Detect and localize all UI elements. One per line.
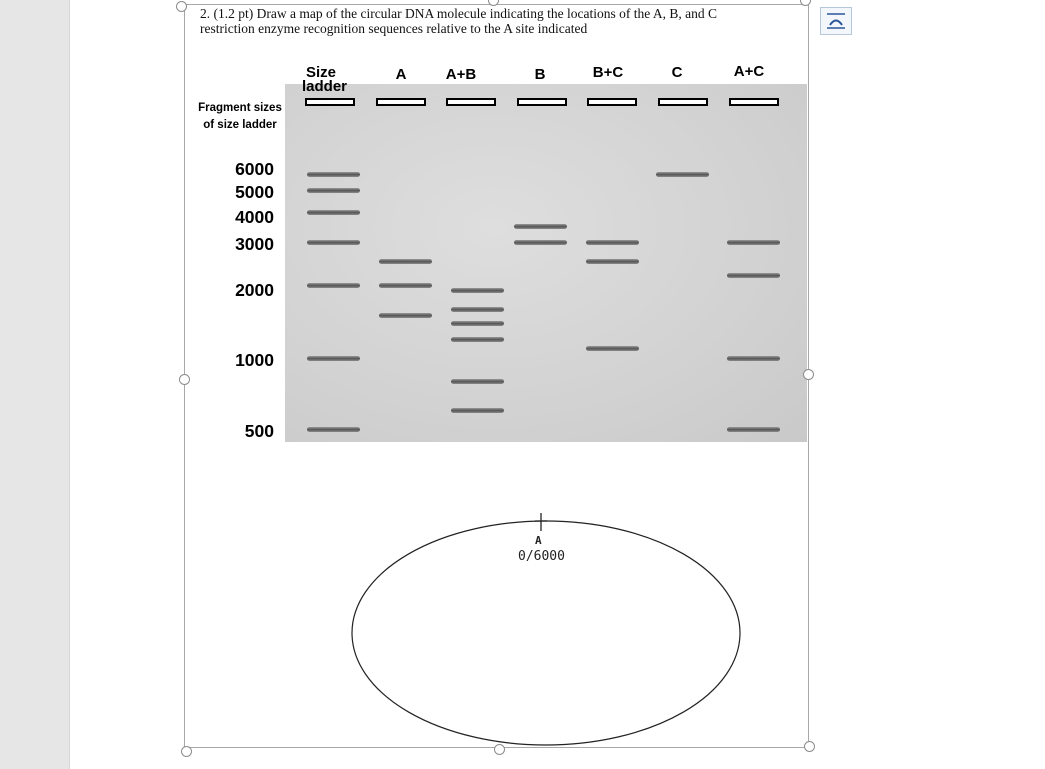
lane-label-c: C — [671, 64, 683, 81]
resize-handle-bottom-left[interactable] — [181, 746, 192, 757]
ladder-size-2000: 2000 — [235, 280, 274, 300]
fragment-caption-line-2: of size ladder — [203, 119, 277, 131]
lane-label-b: B — [534, 66, 546, 83]
lane-label-size: Size — [305, 64, 336, 81]
ladder-size-1000: 1000 — [235, 350, 274, 370]
resize-handle-top-left[interactable] — [176, 1, 187, 12]
lane-label-b-c: B+C — [592, 64, 624, 81]
ladder-size-5000: 5000 — [235, 182, 274, 202]
layout-options-icon — [821, 8, 851, 34]
resize-handle-left[interactable] — [179, 374, 190, 385]
ladder-size-6000: 6000 — [235, 159, 274, 179]
lane-label-ladder: ladder — [302, 78, 348, 95]
resize-handle-bottom-center[interactable] — [494, 744, 505, 755]
lane-label-a-b: A+B — [445, 66, 477, 83]
fragment-caption-line-1: Fragment sizes — [198, 102, 282, 114]
ladder-size-4000: 4000 — [235, 207, 274, 227]
lane-label-a: A — [395, 66, 407, 83]
ladder-size-3000: 3000 — [235, 234, 274, 254]
layout-options-button[interactable] — [820, 7, 852, 35]
lane-label-a-c: A+C — [733, 63, 765, 80]
site-a-position: 0/6000 — [518, 549, 565, 564]
resize-handle-bottom-right[interactable] — [804, 741, 815, 752]
resize-handle-right[interactable] — [803, 369, 814, 380]
question-line-2: restriction enzyme recognition sequences relative to the A site indicated — [200, 21, 588, 36]
site-a-label: A — [535, 534, 542, 547]
ladder-size-500: 500 — [244, 421, 274, 441]
question-line-1: 2. (1.2 pt) Draw a map of the circular DNA molecule indicating the locations of the A, B, and C — [200, 6, 717, 21]
